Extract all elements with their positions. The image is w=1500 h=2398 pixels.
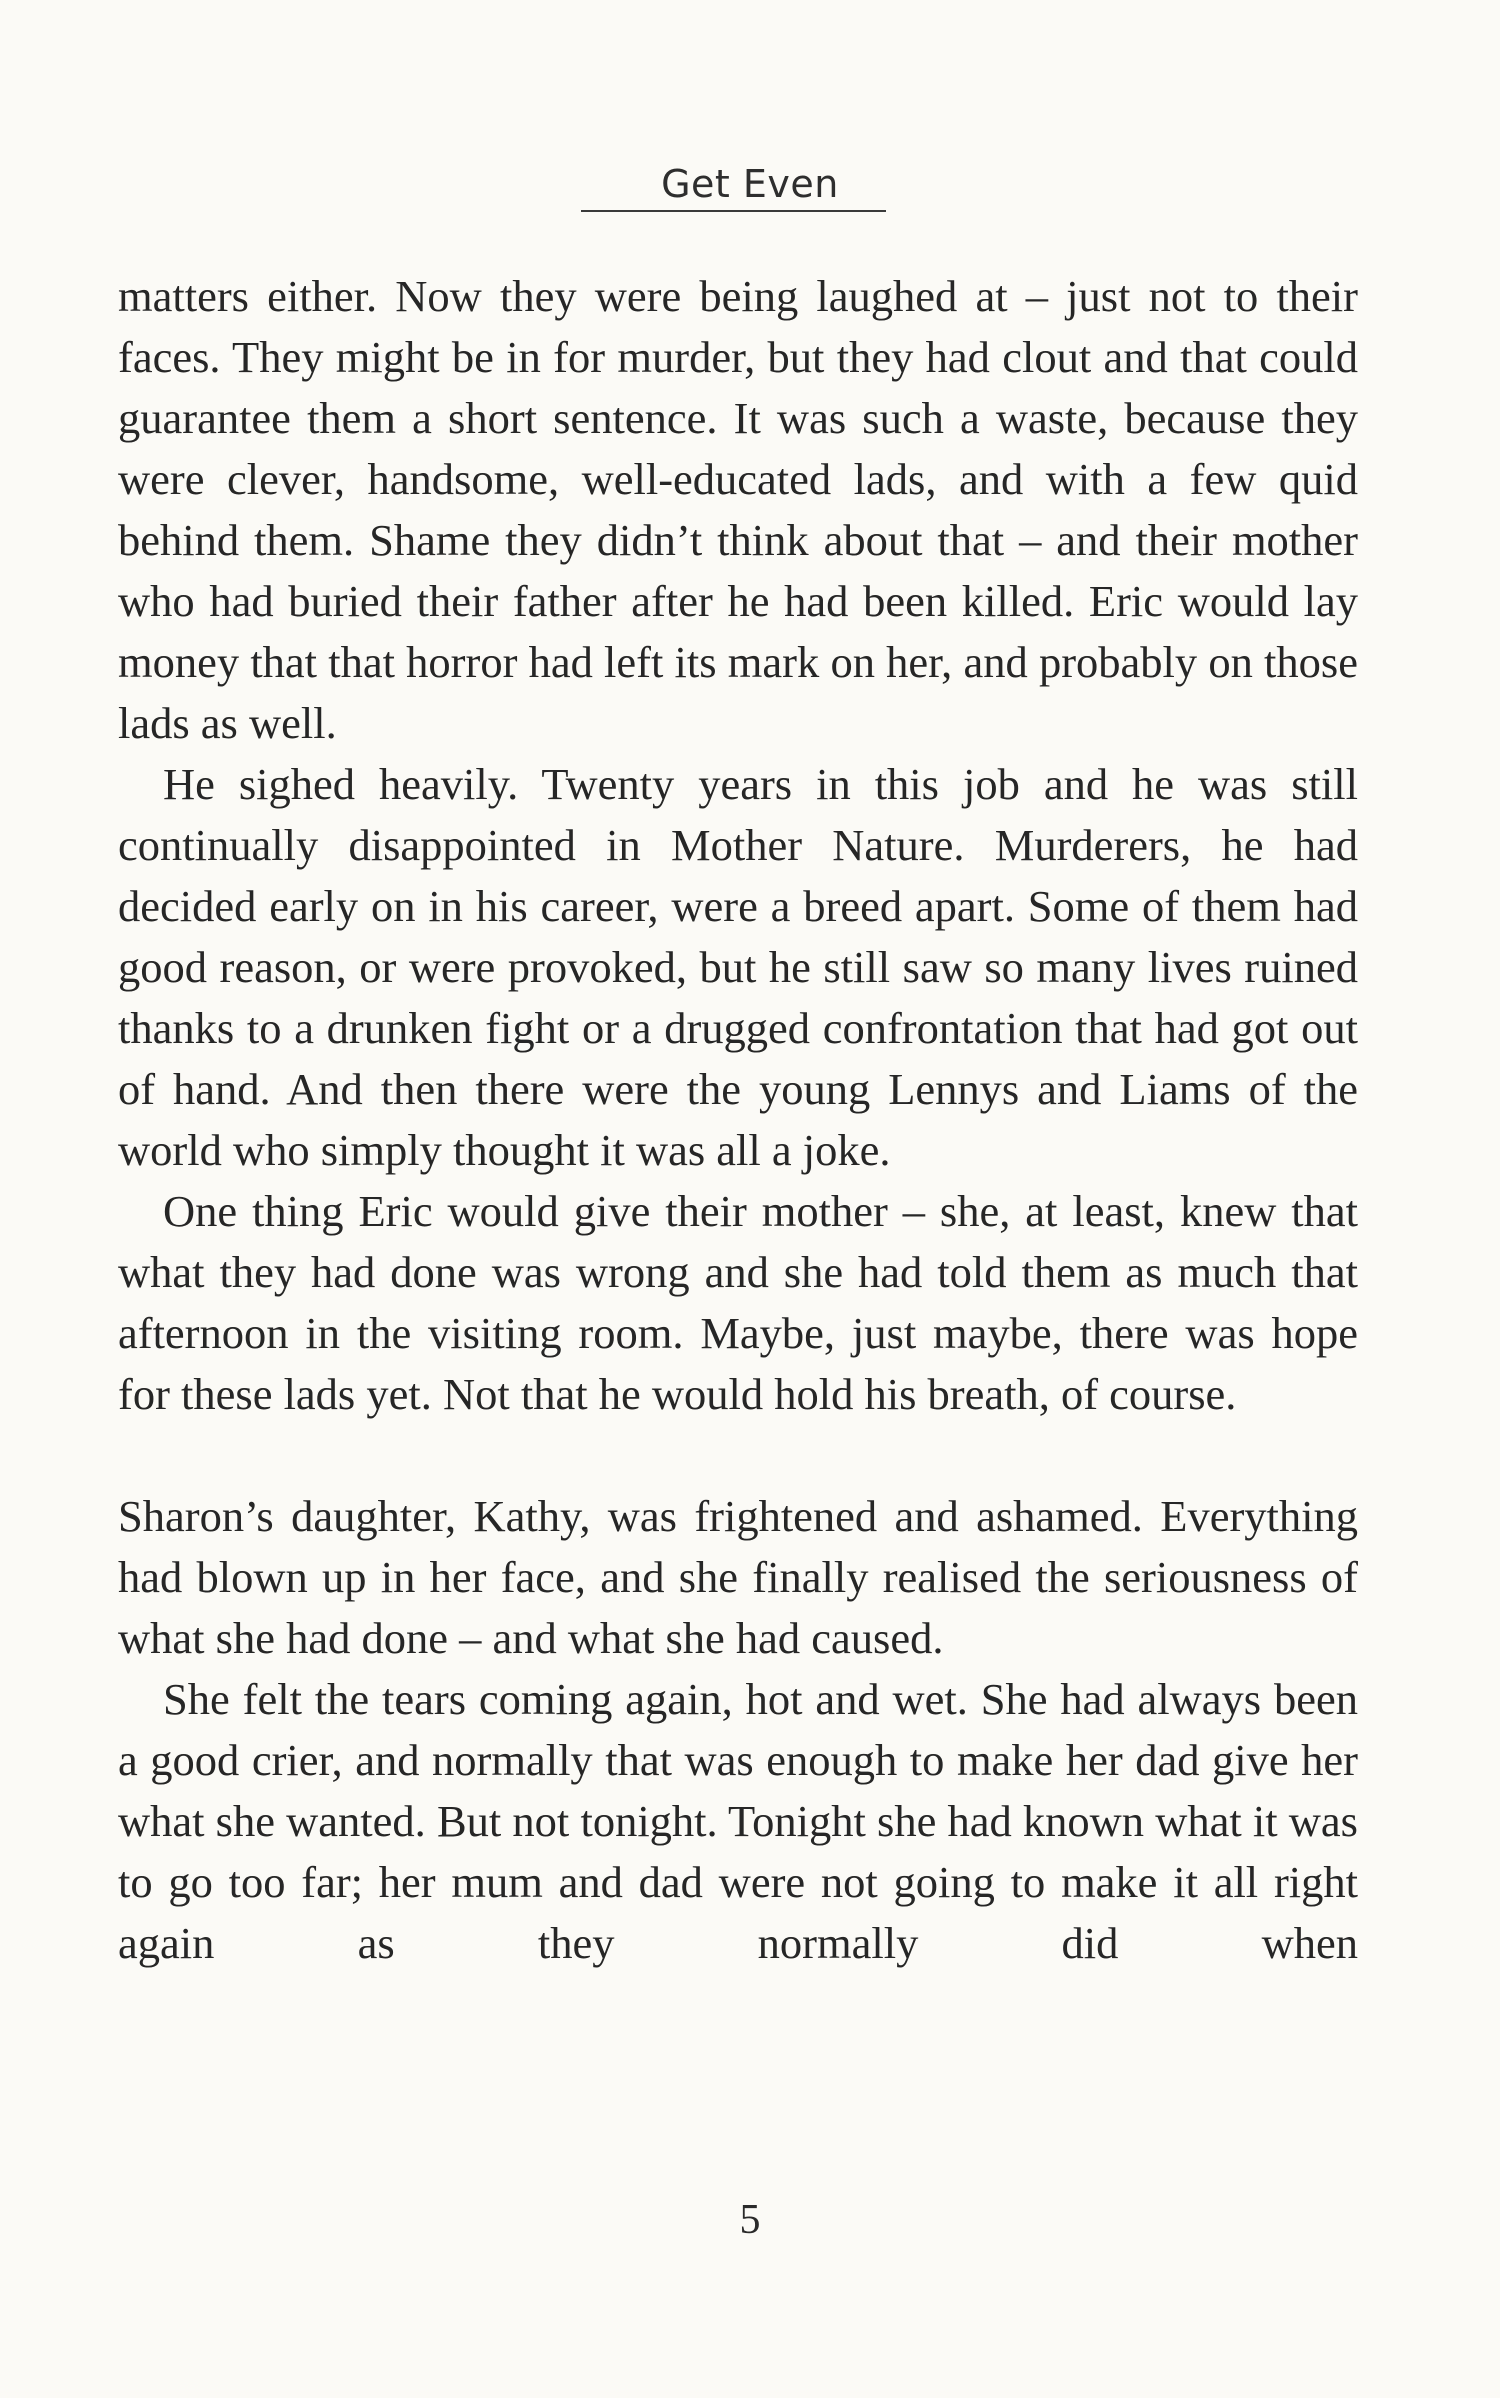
header-rule — [581, 210, 886, 212]
paragraph-continued: matters either. Now they were being laughed at – just not to their faces. They might be in for murder, but they had clout and that could guarantee them a short sentence. It was such a waste, because they were clever, handsome, well-educated lads, and with a few quid behind them. Shame they didn’t think about that – and their mother who had buried their father after he had been killed. Eric would lay money that that horror had left its mark on her, and probably on those lads as well. — [118, 271, 1358, 748]
page-number: 5 — [739, 2197, 761, 2243]
paragraph: One thing Eric would give their mother – she, at least, knew that what they had done was wrong and she had told them as much that afternoon in the visiting room. Maybe, just maybe, there was hope for these lads yet. Not that he would hold his breath, of course. — [118, 1186, 1358, 1419]
section-first-paragraph: Sharon’s daughter, Kathy, was frightened and ashamed. Everything had blown up in her face, and she finally realised the seriousness of what she had done – and what she had caused. — [118, 1491, 1358, 1663]
paragraph: She felt the tears coming again, hot and wet. She had always been a good crier, and normally that was enough to make her dad give her what she wanted. But not tonight. Tonight she had known what it was to go too far; her mum and dad were not going to make it all right again as they normally did when — [118, 1674, 1358, 1968]
paragraph: He sighed heavily. Twenty years in this job and he was still continually disappointed in Mother Nature. Murderers, he had decided early on in his career, were a breed apart. Some of them had good reason, or were provoked, but he still saw so many lives ruined thanks to a drunken fight or a drugged confrontation that had got out of hand. And then there were the young Lennys and Liams of the world who simply thought it was all a joke. — [118, 759, 1358, 1175]
running-head: Get Even — [661, 162, 839, 206]
body-text — [118, 266, 1358, 1974]
